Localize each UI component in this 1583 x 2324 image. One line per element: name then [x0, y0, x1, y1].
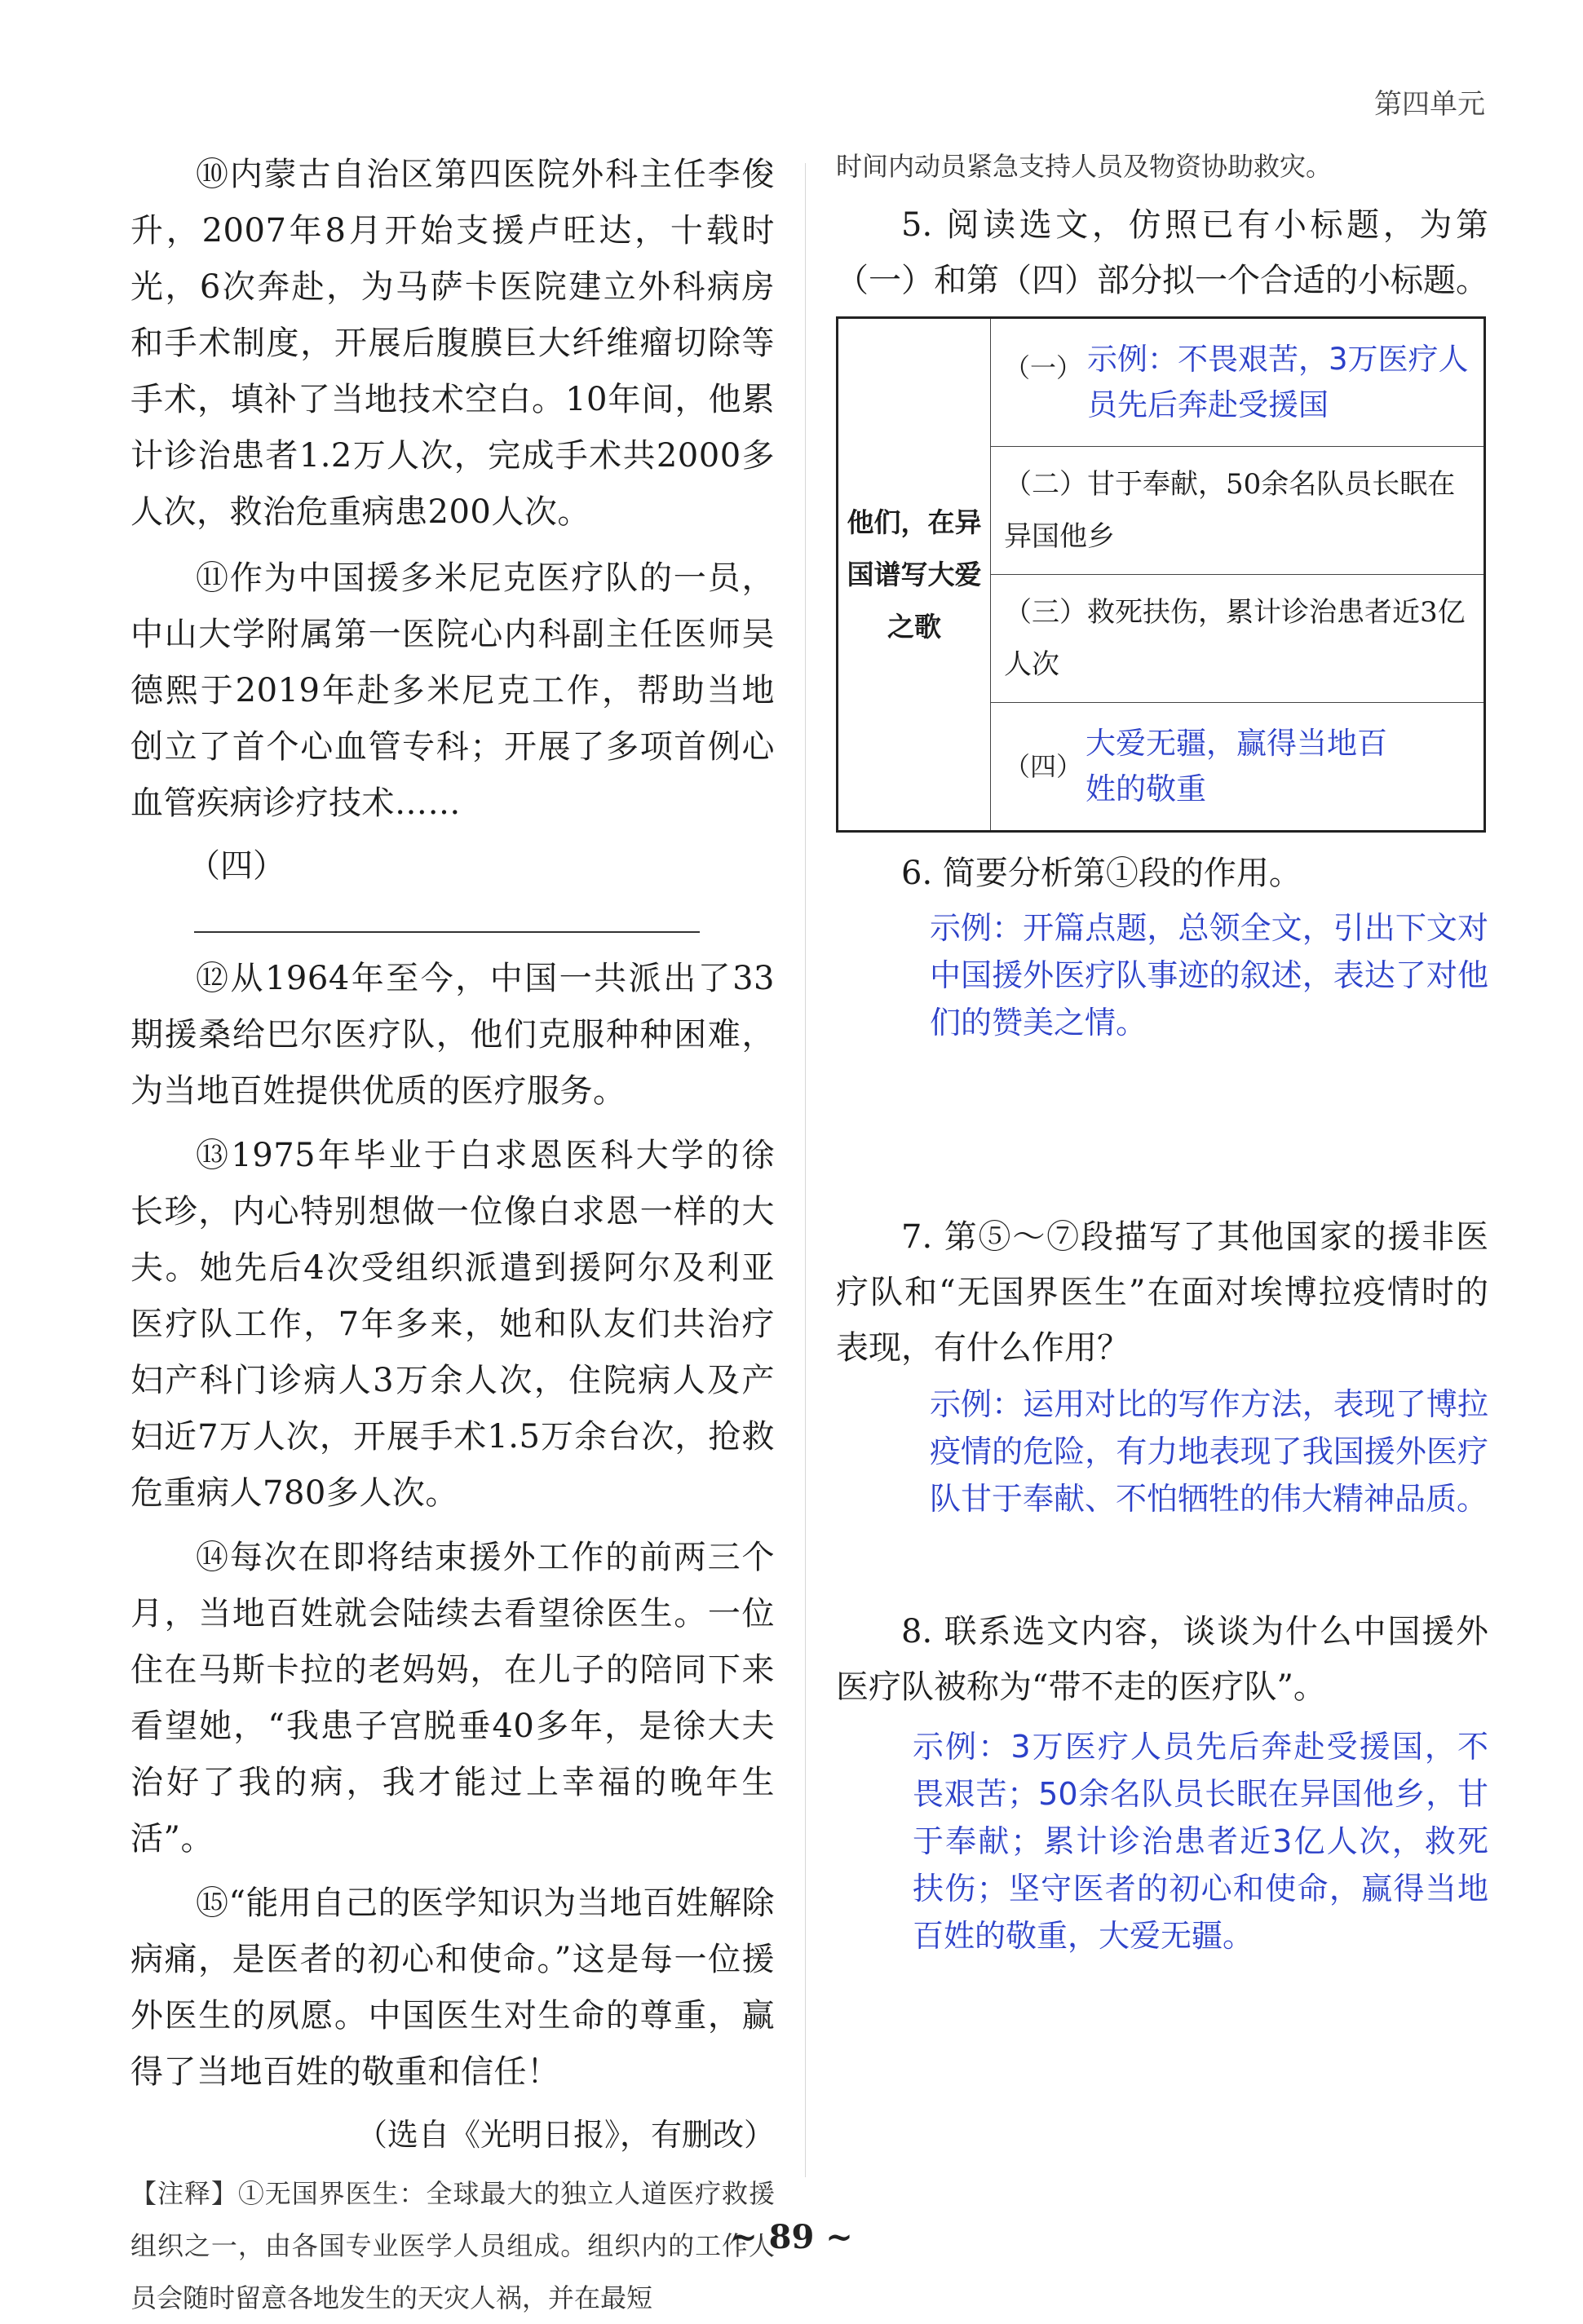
- paragraph-14: ⑭每次在即将结束援外工作的前两三个月，当地百姓就会陆续去看望徐医生。一位住在马斯卡拉的老妈妈，在儿子的陪同下来看望她，“我患子宫脱垂40多年，是徐大夫治好了我的病，我才能过上幸福的晚年生活”。: [130, 1539, 775, 1858]
- question-7: 7. 第⑤～⑦段描写了其他国家的援非医疗队和“无国界医生”在面对埃博拉疫情时的表现，有什么作用？: [836, 1218, 1488, 1367]
- section-4-label: （四）: [188, 847, 285, 885]
- answer-8: 示例：3万医疗人员先后奔赴受援国，不畏艰苦；50余名队员长眠在异国他乡，甘于奉献；累计诊治患者近3亿人次，救死扶伤；坚守医者的初心和使命，赢得当地百姓的敬重，大爱无疆。: [913, 1729, 1488, 1954]
- questions-column: [836, 147, 1488, 1959]
- unit-label: 第四单元: [1374, 88, 1485, 121]
- row-4-answer: 大爱无疆，赢得当地百姓的敬重: [1086, 726, 1388, 806]
- answer-6: 示例：开篇点题，总领全文，引出下文对中国援外医疗队事迹的叙述，表达了对他们的赞美之情。: [930, 910, 1488, 1040]
- footnote: 【注释】①无国界医生：全球最大的独立人道医疗救援组织之一，由各国专业医学人员组成。组织内的工作人员会随时留意各地发生的天灾人祸，并在最短: [130, 2178, 775, 2313]
- question-6: 6. 简要分析第①段的作用。: [901, 855, 1302, 892]
- row-4-tag: （四）: [1004, 751, 1083, 782]
- table-main-title: 他们，在异国谱写大爱之歌: [838, 318, 991, 832]
- table-row-4: [991, 703, 1485, 832]
- answer-7: 示例：运用对比的写作方法，表现了博拉疫情的危险，有力地表现了我国援外医疗队甘于奉献、不怕牺牲的伟大精神品质。: [930, 1386, 1488, 1517]
- paragraph-13: ⑬1975年毕业于白求恩医科大学的徐长珍，内心特别想做一位像白求恩一样的大夫。她先后4次受组织派遣到援阿尔及利亚医疗队工作，7年多来，她和队友们共治疗妇产科门诊病人3万余人次，住院病人及产妇近7万人次，开展手术1.5万余台次，抢救危重病人780多人次。: [130, 1137, 775, 1512]
- section-4-heading: [130, 838, 775, 951]
- paragraph-12: ⑫从1964年至今，中国一共派出了33期援桑给巴尔医疗队，他们克服种种困难，为当地百姓提供优质的医疗服务。: [130, 960, 775, 1110]
- table-row-2: （二）甘于奉献，50余名队员长眠在异国他乡: [991, 447, 1485, 575]
- question-8: 8. 联系选文内容，谈谈为什么中国援外医疗队被称为“带不走的医疗队”。: [836, 1613, 1488, 1706]
- article-column: [130, 147, 775, 2324]
- paragraph-11: ⑪作为中国援多米尼克医疗队的一员，中山大学附属第一医院心内科副主任医师吴德熙于2019年赴多米尼克工作，帮助当地创立了首个心血管专科；开展了多项首例心血管疾病诊疗技术……: [130, 559, 775, 822]
- section-4-blank-line: [194, 899, 700, 933]
- paragraph-10: ⑩内蒙古自治区第四医院外科主任李俊升，2007年8月开始支援卢旺达，十载时光，6次奔赴，为马萨卡医院建立外科病房和手术制度，开展后腹膜巨大纤维瘤切除等手术，填补了当地技术空白。10年间，他累计诊治患者1.2万人次，完成手术共2000多人次，救治危重病患200人次。: [130, 156, 775, 531]
- subtitle-table: [836, 316, 1486, 833]
- table-row-1: [991, 318, 1485, 447]
- footnote-continued: 时间内动员紧急支持人员及物资协助救灾。: [836, 151, 1333, 182]
- article-source: （选自《光明日报》，有删改）: [356, 2117, 775, 2153]
- paragraph-15: ⑮“能用自己的医学知识为当地百姓解除病痛，是医者的初心和使命。”这是每一位援外医生的夙愿。中国医生对生命的尊重，赢得了当地百姓的敬重和信任！: [130, 1884, 775, 2091]
- row-1-tag: （一）: [1004, 352, 1083, 383]
- question-5: 5. 阅读选文，仿照已有小标题，为第（一）和第（四）部分拟一个合适的小标题。: [836, 206, 1488, 299]
- table-row-3: （三）救死扶伤，累计诊治患者近3亿人次: [991, 575, 1485, 703]
- row-1-answer: 示例：不畏艰苦，3万医疗人员先后奔赴受援国: [1087, 342, 1469, 422]
- page-number: ~ 89 ~: [730, 2218, 853, 2256]
- column-divider: [805, 163, 806, 2177]
